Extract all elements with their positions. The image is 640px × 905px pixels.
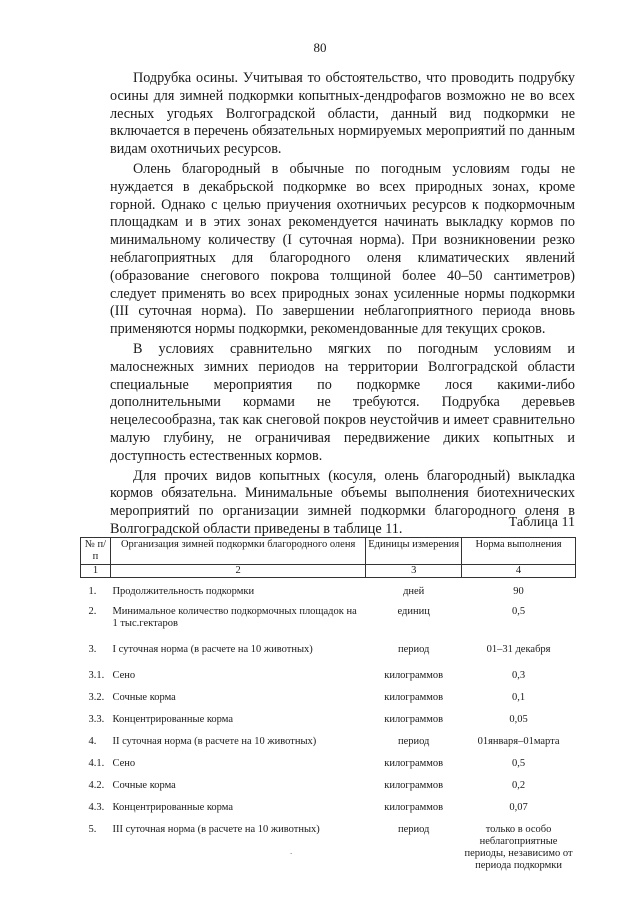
row-name: Продолжительность подкормки (112, 586, 255, 597)
row-unit: единиц (397, 605, 430, 617)
row-unit: дней (403, 586, 425, 597)
page-number: 80 (313, 40, 327, 55)
row-unit: килограммов (384, 801, 444, 813)
row-unit: килограммов (384, 669, 444, 681)
table-header-row (81, 538, 576, 565)
column-number-row (81, 565, 576, 578)
row-norm: 01января–01марта (477, 735, 560, 747)
row-norm: 0,05 (509, 713, 528, 725)
header-name: Организация зимней подкормки благородного оленя (110, 538, 365, 565)
table-caption: Таблица 11 (508, 515, 575, 530)
header-norm: Норма выполнения (462, 538, 576, 565)
row-number: 3.3. (88, 713, 105, 725)
row-norm: 0,5 (511, 605, 526, 617)
row-norm: 0,3 (511, 669, 526, 681)
row-norm: 90 (513, 586, 524, 597)
row-number: 4.1. (88, 757, 105, 769)
table-row (81, 662, 576, 684)
paragraph: Подрубка осины. Учитывая то обстоятельство, что проводить подрубку осины для зимней подкормки копытных-дендрофагов возможно не во всех лесных угодьях Волгоградской области, данный вид подкормки не включается в перечень обязательных нормируемых мероприятий по данным видам охотничьих ресурсов. (110, 70, 575, 158)
column-number: 2 (110, 565, 365, 578)
row-name: Концентрированные корма (112, 801, 234, 813)
table-row (81, 684, 576, 706)
table-row (81, 638, 576, 662)
row-name: II суточная норма (в расчете на 10 животных) (112, 735, 317, 747)
table-row (81, 772, 576, 794)
row-number: 1. (88, 586, 97, 597)
table-row (81, 600, 576, 638)
row-name: Сено (112, 757, 136, 769)
paragraph: В условиях сравнительно мягких по погодным условиям и малоснежных зимних периодов на территории Волгоградской области специальные мероприятия по подкормке лося какими-либо дополнительными кормами не требуются. Подрубка деревьев нецелесообразна, так как снеговой покров неустойчив и имеет сравнительно малую глубину, не ограничивая передвижение диких копытных и доступность естественных кормов. (110, 340, 575, 464)
row-norm: 0,2 (511, 779, 526, 791)
paragraph: Олень благородный в обычные по погодным условиям годы не нуждается в декабрьской подкормке во всех природных зонах, кроме горной. Однако с целью приучения охотничьих ресурсов к подкормочным площадкам и в этих зонах рекомендуется начинать выкладку кормов по минимальному количеству (I суточная норма). При возникновении резко неблагоприятных для благородного оленя климатических явлений (образование снегового покрова толщиной более 40–50 сантиметров) следует применять во всех природных зонах усиленные нормы подкормки (III суточная норма). По завершении неблагоприятного периода вновь применяются нормы подкормки, рекомендованные для текущих сроков. (110, 160, 575, 338)
row-name: Концентрированные корма (112, 713, 234, 725)
row-number: 5. (88, 823, 97, 835)
row-unit: период (397, 823, 430, 835)
table-row (81, 794, 576, 816)
row-number: 3.2. (88, 691, 105, 703)
row-name: Сено (112, 669, 136, 681)
table-row (81, 578, 576, 600)
row-unit: килограммов (384, 757, 444, 769)
column-number: 4 (462, 565, 576, 578)
row-number: 3.1. (88, 669, 105, 681)
column-number: 1 (81, 565, 111, 578)
row-unit: килограммов (384, 691, 444, 703)
row-unit: килограммов (384, 713, 444, 725)
row-number: 4.2. (88, 779, 105, 791)
row-number: 3. (88, 643, 97, 655)
table-row (81, 706, 576, 728)
row-unit: период (397, 643, 430, 655)
row-norm: только в особо неблагоприятные периоды, независимо от периода подкормки (464, 823, 573, 871)
row-name: Сочные корма (112, 779, 176, 791)
row-unit: килограммов (384, 779, 444, 791)
table-row (81, 816, 576, 872)
header-unit: Единицы измерения (366, 538, 462, 565)
paragraph: Для прочих видов копытных (косуля, олень благородный) выкладка кормов обязательна. Минимальные объемы выполнения биотехнических мероприятий по организации зимней подкормки благородного оленя в Волгоградской области приведены в таблице 11. (110, 467, 575, 537)
row-name: Сочные корма (112, 691, 176, 703)
row-unit: период (397, 735, 430, 747)
row-norm: 0,1 (511, 691, 526, 703)
table (80, 537, 576, 872)
row-name: I суточная норма (в расчете на 10 животных) (112, 643, 313, 655)
row-name: III суточная норма (в расчете на 10 животных) (112, 823, 320, 835)
row-number: 4.3. (88, 801, 105, 813)
body-text (110, 70, 575, 541)
row-norm: 01–31 декабря (486, 643, 551, 655)
row-norm: 0,07 (509, 801, 528, 813)
table-row (81, 750, 576, 772)
row-norm: 0,5 (511, 757, 526, 769)
row-name: Минимальное количество подкормочных площадок на 1 тыс.гектаров (112, 605, 357, 629)
row-number: 2. (88, 605, 97, 617)
header-num: № п/п (81, 538, 111, 565)
row-number: 4. (88, 735, 97, 747)
column-number: 3 (366, 565, 462, 578)
footer-mark: . (290, 846, 293, 856)
feeding-table (80, 537, 576, 872)
table-row (81, 728, 576, 750)
